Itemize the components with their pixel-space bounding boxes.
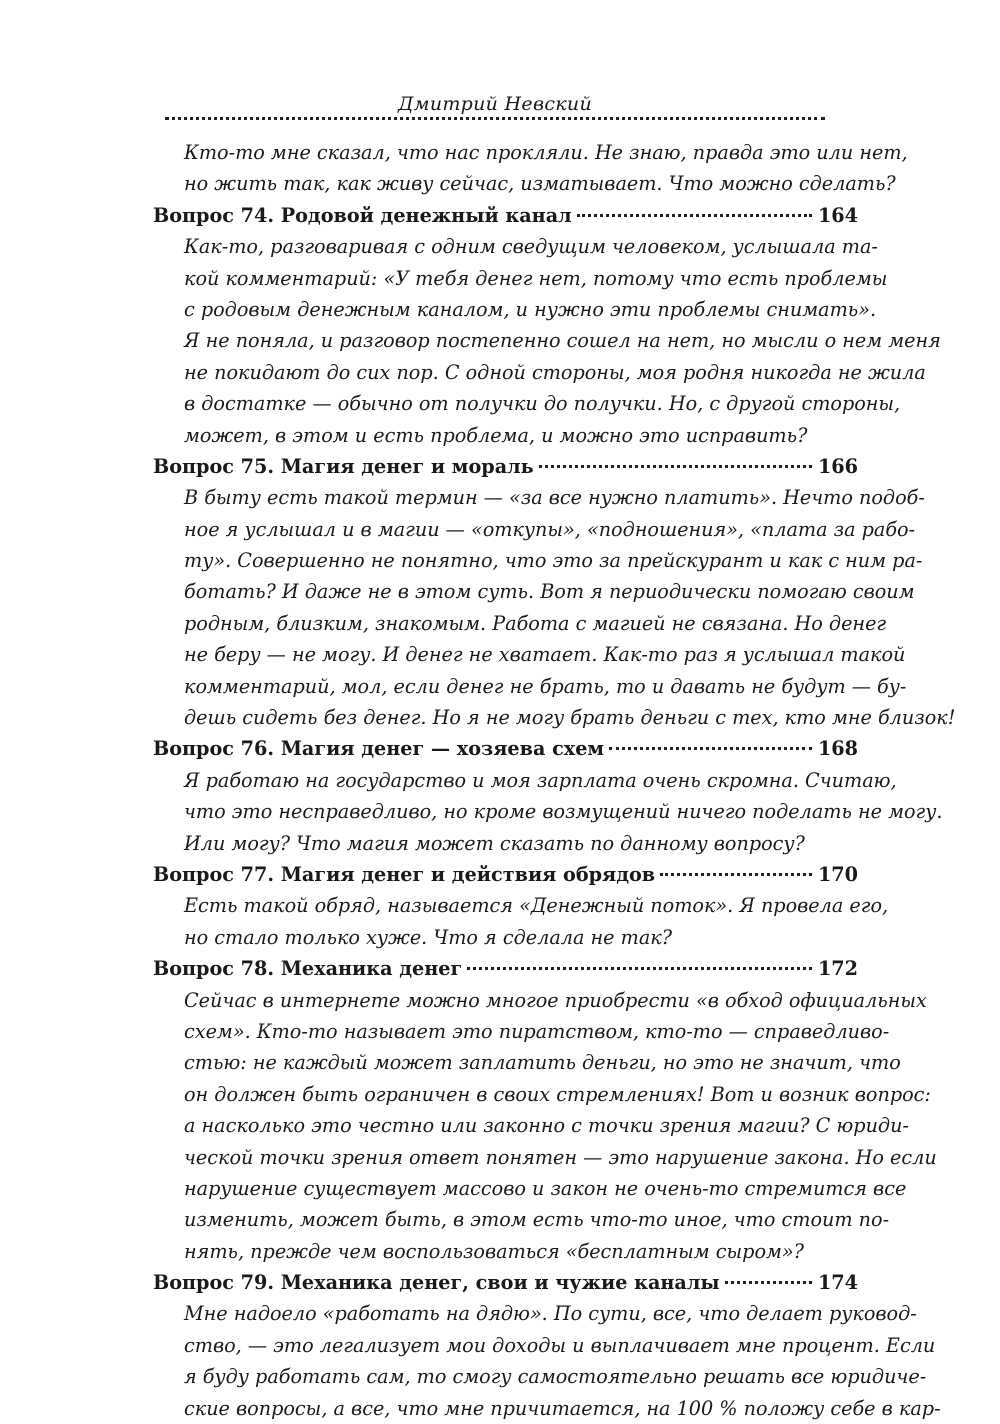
toc-entry-page-number: 172 xyxy=(817,957,858,981)
question-text-line: Есть такой обряд, называется «Денежный поток». Я провела его, xyxy=(184,894,889,918)
toc-entry-title: Вопрос 79. Механика денег, свои и чужие каналы xyxy=(153,1271,720,1295)
toc-entry-page-number: 168 xyxy=(817,737,858,761)
toc-entry-title: Вопрос 78. Механика денег xyxy=(153,957,463,981)
question-text-line: Я не поняла, и разговор постепенно сошел на нет, но мысли о нем меня xyxy=(184,329,941,353)
question-text-line: с родовым денежным каналом, и нужно эти проблемы снимать». xyxy=(184,297,877,321)
toc-entry xyxy=(153,733,943,859)
running-head-author: Дмитрий Невский xyxy=(398,93,592,115)
question-text-line: В быту есть такой термин — «за все нужно платить». Нечто подоб- xyxy=(184,486,925,510)
toc-entry-heading[interactable] xyxy=(153,733,858,764)
question-text-line: но жить так, как живу сейчас, изматывает. Что можно сделать? xyxy=(184,172,896,196)
question-text-line: нять, прежде чем воспользоваться «бесплатным сыром»? xyxy=(184,1239,804,1263)
toc-entry-title: Вопрос 77. Магия денег и действия обрядов xyxy=(153,862,656,886)
dot-leader xyxy=(577,214,812,217)
toc-content xyxy=(153,137,956,1424)
toc-entry xyxy=(153,859,889,953)
question-text-line: но стало только хуже. Что я сделала не так? xyxy=(184,925,672,949)
toc-entry-page-number: 174 xyxy=(817,1271,858,1295)
question-text-line: не покидают до сих пор. С одной стороны, моя родня никогда не жила xyxy=(184,360,926,384)
dot-leader xyxy=(609,747,812,750)
question-text-line: не беру — не могу. И денег не хватает. Как-то раз я услышал такой xyxy=(184,643,906,667)
question-text-line: ские вопросы, а все, что мне причитается, на 100 % положу себе в кар- xyxy=(184,1396,941,1420)
dot-leader xyxy=(725,1281,812,1284)
question-text-line: схем». Кто-то называет это пиратством, кто-то — справедливо- xyxy=(184,1019,890,1043)
toc-entry-title: Вопрос 74. Родовой денежный канал xyxy=(153,203,572,227)
question-text-line: Кто-то мне сказал, что нас прокляли. Не знаю, правда это или нет, xyxy=(184,141,908,164)
toc-entry-heading[interactable] xyxy=(153,451,858,482)
dot-leader xyxy=(660,873,812,876)
toc-entry-heading[interactable] xyxy=(153,859,858,890)
toc-entry xyxy=(153,200,941,451)
toc-entry-heading[interactable] xyxy=(153,200,858,231)
toc-entry xyxy=(153,451,956,734)
question-text-line: может, в этом и есть проблема, и можно это исправить? xyxy=(184,423,808,447)
toc-entries xyxy=(153,200,956,1424)
intro-question xyxy=(153,137,908,200)
question-text-line: я буду работать сам, то смогу самостоятельно решать все юридиче- xyxy=(184,1365,927,1389)
toc-entry-heading[interactable] xyxy=(153,953,858,984)
header-dotted-rule xyxy=(165,117,825,120)
question-text-line: родным, близким, знакомым. Работа с магией не связана. Но денег xyxy=(184,611,887,635)
question-text-line: Как-то, разговаривая с одним сведущим человеком, услышала та- xyxy=(184,235,878,259)
question-text-line: что это несправедливо, но кроме возмущений ничего поделать не могу. xyxy=(184,800,943,824)
question-text-line: а насколько это честно или законно с точки зрения магии? С юриди- xyxy=(184,1114,909,1138)
question-text-line: Я работаю на государство и моя зарплата очень скромна. Считаю, xyxy=(184,768,897,792)
question-text-line: ботать? И даже не в этом суть. Вот я периодически помогаю своим xyxy=(184,580,915,604)
question-text-line: комментарий, мол, если денег не брать, то и давать не будут — бу- xyxy=(184,674,907,698)
question-text-line: изменить, может быть, в этом есть что-то иное, что стоит по- xyxy=(184,1208,890,1232)
question-text-line: ческой точки зрения ответ понятен — это нарушение закона. Но если xyxy=(184,1145,937,1169)
question-text-line: ство, — это легализует мои доходы и выплачивает мне процент. Если xyxy=(184,1333,936,1357)
question-text-line: Мне надоело «работать на дядю». По сути, все, что делает руковод- xyxy=(184,1302,917,1326)
question-text-line: в достатке — обычно от получки до получки. Но, с другой стороны, xyxy=(184,392,901,416)
toc-entry-page-number: 170 xyxy=(817,862,858,886)
question-text-line: Сейчас в интернете можно многое приобрести «в обход официальных xyxy=(184,988,927,1012)
toc-entry xyxy=(153,1267,941,1424)
toc-entry xyxy=(153,953,937,1267)
toc-entry-title: Вопрос 76. Магия денег — хозяева схем xyxy=(153,737,605,761)
toc-entry-title: Вопрос 75. Магия денег и мораль xyxy=(153,454,534,478)
question-text-line: кой комментарий: «У тебя денег нет, потому что есть проблемы xyxy=(184,266,888,290)
question-text-line: дешь сидеть без денег. Но я не могу брать деньги с тех, кто мне близок! xyxy=(184,706,956,730)
toc-entry-heading[interactable] xyxy=(153,1267,858,1298)
question-text-line: стью: не каждый может заплатить деньги, но это не значит, что xyxy=(184,1051,901,1075)
question-text-line: ту». Совершенно не понятно, что это за прейскурант и как с ним ра- xyxy=(184,549,923,573)
question-text-line: Или могу? Что магия может сказать по данному вопросу? xyxy=(184,831,805,855)
question-text-line: он должен быть ограничен в своих стремлениях! Вот и возник вопрос: xyxy=(184,1082,931,1106)
toc-entry-page-number: 166 xyxy=(817,454,858,478)
dot-leader xyxy=(467,967,812,970)
question-text-line: нарушение существует массово и закон не очень-то стремится все xyxy=(184,1176,907,1200)
toc-entry-page-number: 164 xyxy=(817,203,858,227)
dot-leader xyxy=(539,465,812,468)
question-text-line: ное я услышал и в магии — «откупы», «подношения», «плата за рабо- xyxy=(184,517,916,541)
